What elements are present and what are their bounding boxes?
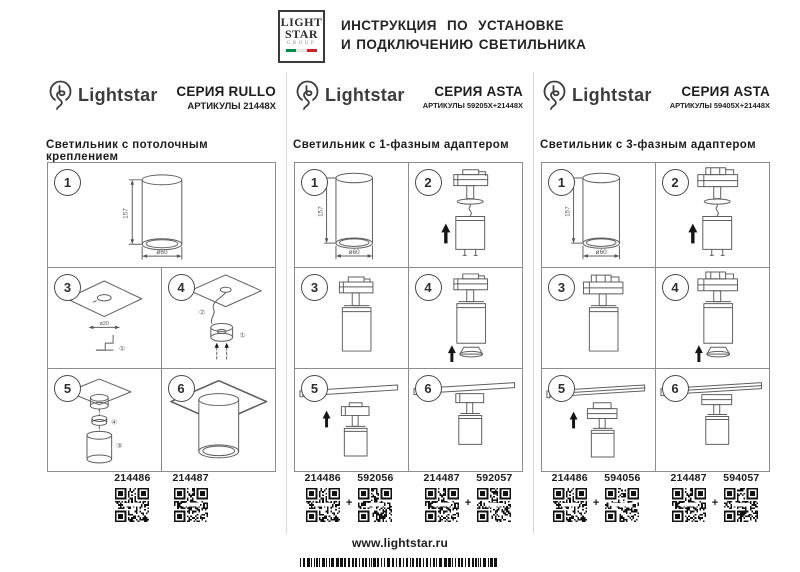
article-code: 592056 xyxy=(357,472,394,484)
qr-code xyxy=(605,488,639,522)
lightstar-group-logo xyxy=(278,10,325,63)
step-number-badge: 4 xyxy=(662,274,689,301)
brand-wordmark: Lightstar xyxy=(572,85,652,105)
articles-label: АРТИКУЛЫ 21448X xyxy=(187,101,276,112)
step-number-badge: 6 xyxy=(662,375,689,402)
step-cell-2 xyxy=(409,163,523,268)
article-code: 214486 xyxy=(114,472,151,484)
article-code: 592057 xyxy=(476,472,513,484)
column-subtitle: Светильник с 1-фазным адаптером xyxy=(293,139,509,151)
step-cell-6 xyxy=(656,369,770,471)
step-number-badge: 1 xyxy=(301,169,328,196)
articles-label: АРТИКУЛЫ 59205X+21448X xyxy=(422,101,523,110)
step-grid xyxy=(47,162,276,472)
qr-code xyxy=(553,488,587,522)
column-asta-3phase xyxy=(539,78,772,536)
step-cell-3 xyxy=(295,268,409,369)
column-divider xyxy=(286,72,287,534)
article-group xyxy=(114,472,150,522)
qr-code xyxy=(477,488,511,522)
series-label: СЕРИЯ ASTA xyxy=(434,84,523,99)
article-group xyxy=(173,472,209,522)
step-number-badge: 5 xyxy=(548,375,575,402)
qr-code xyxy=(358,488,392,522)
article-pair xyxy=(671,472,760,522)
step-number-badge: 4 xyxy=(415,274,442,301)
svg-text:157: 157 xyxy=(317,206,325,217)
page-title-line1: ИНСТРУКЦИЯ ПО УСТАНОВКЕ xyxy=(341,18,564,33)
page-title xyxy=(341,18,586,52)
step-number-badge: 4 xyxy=(168,274,195,301)
step-cell-5 xyxy=(295,369,409,471)
page-title-line2: И ПОДКЛЮЧЕНИЮ СВЕТИЛЬНИКА xyxy=(341,37,587,52)
article-pair xyxy=(552,472,641,522)
svg-text:ø60: ø60 xyxy=(156,249,168,257)
step-cell-4 xyxy=(409,268,523,369)
articles-qr-row xyxy=(539,472,772,522)
lightstar-bulb-icon xyxy=(541,80,568,114)
article-group xyxy=(723,472,759,522)
step-cell-1 xyxy=(542,163,656,268)
series-block xyxy=(176,84,276,112)
website-label: www.lightstar.ru xyxy=(351,536,449,550)
articles-qr-row xyxy=(292,472,525,522)
step-grid xyxy=(294,162,523,472)
article-group xyxy=(552,472,588,522)
series-block xyxy=(670,84,770,110)
step-number-badge: 3 xyxy=(54,274,81,301)
step-number-badge: 5 xyxy=(54,375,81,402)
step-number-badge: 1 xyxy=(548,169,575,196)
article-group xyxy=(305,472,341,522)
column-divider xyxy=(533,72,534,534)
step-cell-1 xyxy=(295,163,409,268)
article-group xyxy=(671,472,707,522)
articles-qr-row xyxy=(45,472,278,522)
brand-row xyxy=(539,78,772,120)
step-cell-6 xyxy=(409,369,523,471)
logo-line: LIGHT xyxy=(280,15,323,29)
step-cell-4 xyxy=(656,268,770,369)
svg-text:③: ③ xyxy=(116,442,123,451)
article-pair xyxy=(424,472,513,522)
brand-wordmark: Lightstar xyxy=(78,85,158,105)
column-subtitle: Светильник с 3-фазным адаптером xyxy=(540,139,756,151)
column-asta-1phase xyxy=(292,78,525,536)
qr-code xyxy=(306,488,340,522)
brand-wordmark: Lightstar xyxy=(325,85,405,105)
qr-code xyxy=(672,488,706,522)
step-number-badge: 5 xyxy=(301,375,328,402)
article-code: 594056 xyxy=(604,472,641,484)
step-cell-1 xyxy=(48,163,275,268)
brand-row xyxy=(292,78,525,120)
plus-sign: + xyxy=(345,497,353,509)
qr-code xyxy=(425,488,459,522)
article-code: 214486 xyxy=(304,472,341,484)
step-number-badge: 2 xyxy=(662,169,689,196)
column-subtitle: Светильник с потолочным креплением xyxy=(46,139,209,163)
series-block xyxy=(423,84,523,110)
column-rullo xyxy=(45,78,278,536)
article-code: 214487 xyxy=(670,472,707,484)
step-number-badge: 3 xyxy=(548,274,575,301)
plus-sign: + xyxy=(464,497,472,509)
step-cell-3 xyxy=(48,268,162,369)
step-number-badge: 1 xyxy=(54,169,81,196)
series-label: СЕРИЯ ASTA xyxy=(681,84,770,99)
svg-text:②: ② xyxy=(198,308,205,317)
svg-text:ø60: ø60 xyxy=(595,248,607,256)
svg-text:157: 157 xyxy=(122,208,130,219)
step-grid xyxy=(541,162,770,472)
step-cell-5 xyxy=(542,369,656,471)
step-cell-6 xyxy=(162,369,276,471)
plus-sign: + xyxy=(711,497,719,509)
svg-text:ø60: ø60 xyxy=(348,248,360,256)
qr-code xyxy=(115,488,149,522)
article-code: 594057 xyxy=(723,472,760,484)
italian-flag-icon xyxy=(286,49,317,52)
article-group xyxy=(604,472,640,522)
cylinder-dimension-drawing xyxy=(48,163,275,267)
step-cell-5 xyxy=(48,369,162,471)
brand-row xyxy=(45,78,278,120)
articles-label: АРТИКУЛЫ 59405X+21448X xyxy=(669,101,770,110)
lightstar-bulb-icon xyxy=(294,80,321,114)
step-number-badge: 2 xyxy=(415,169,442,196)
article-code: 214487 xyxy=(423,472,460,484)
logo-line: STAR xyxy=(284,27,319,41)
barcode xyxy=(300,554,500,563)
qr-code xyxy=(724,488,758,522)
svg-text:157: 157 xyxy=(564,206,572,217)
article-pair xyxy=(305,472,394,522)
series-label: СЕРИЯ RULLO xyxy=(176,84,276,99)
logo-line: GROUP xyxy=(286,41,317,46)
lightstar-bulb-icon xyxy=(47,80,74,114)
qr-code xyxy=(174,488,208,522)
article-group xyxy=(476,472,512,522)
step-cell-4 xyxy=(162,268,276,369)
plus-sign: + xyxy=(592,497,600,509)
article-code: 214486 xyxy=(551,472,588,484)
step-cell-2 xyxy=(656,163,770,268)
step-number-badge: 6 xyxy=(415,375,442,402)
svg-text:①: ① xyxy=(239,331,246,340)
svg-text:①: ① xyxy=(119,345,126,354)
article-code: 214487 xyxy=(172,472,209,484)
article-group xyxy=(424,472,460,522)
svg-text:④: ④ xyxy=(111,418,118,427)
article-group xyxy=(357,472,393,522)
step-number-badge: 6 xyxy=(168,375,195,402)
svg-text:ø20: ø20 xyxy=(99,320,109,327)
step-number-badge: 3 xyxy=(301,274,328,301)
step-cell-3 xyxy=(542,268,656,369)
